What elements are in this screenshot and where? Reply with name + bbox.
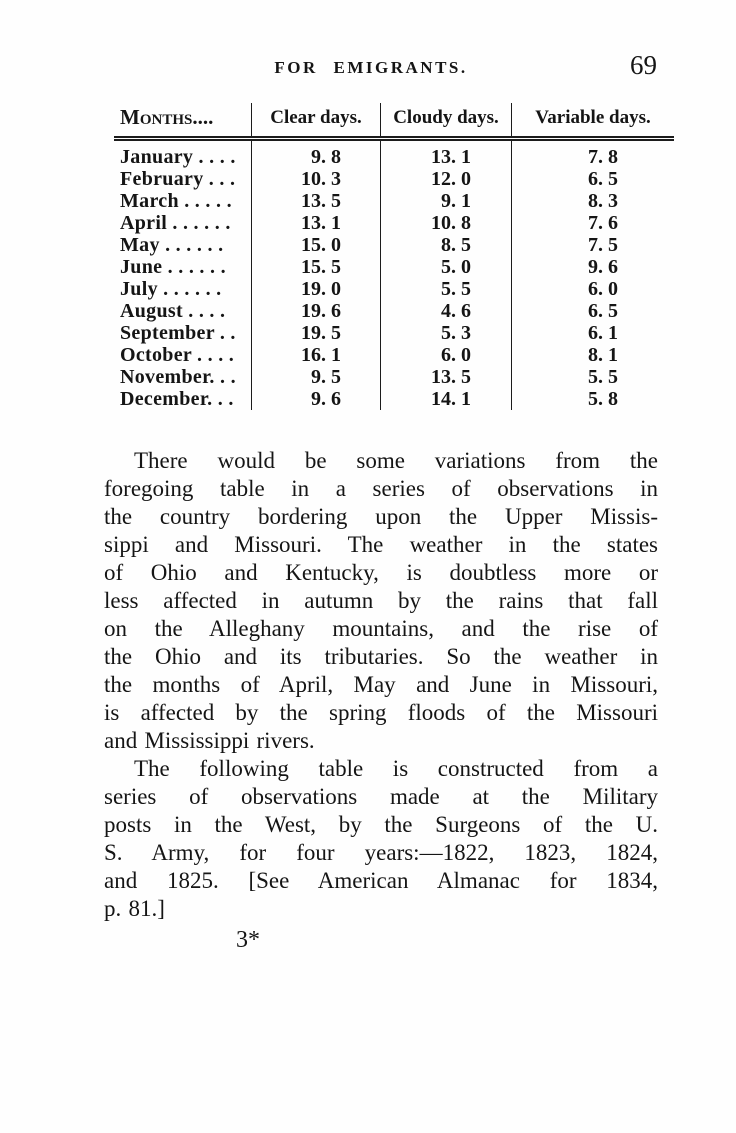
- text-line: and Mississippi rivers.: [104, 728, 315, 753]
- month-cell: August . . . .: [114, 300, 252, 322]
- table-row: [114, 344, 674, 366]
- clear-days-value: 15. 0: [301, 234, 341, 256]
- table-row: [114, 168, 674, 190]
- variable-days-value: 5. 8: [588, 388, 618, 410]
- month-cell: March . . . . .: [114, 190, 252, 212]
- paragraph-2: [104, 755, 658, 923]
- month-cell: September . .: [114, 322, 252, 344]
- cloudy-days-value: 4. 6: [441, 300, 471, 322]
- month-cell: June . . . . . .: [114, 256, 252, 278]
- weather-table: [114, 103, 674, 410]
- month-cell: July . . . . . .: [114, 278, 252, 300]
- text-line: foregoing table in a series of observations in: [104, 476, 658, 501]
- cloudy-days-value: 10. 8: [431, 212, 471, 234]
- cloudy-days-value: 8. 5: [441, 234, 471, 256]
- cloudy-days-value: 9. 1: [441, 190, 471, 212]
- body-text: [104, 447, 658, 954]
- table-row: [114, 300, 674, 322]
- cloudy-days-value: 13. 1: [431, 146, 471, 168]
- table-row: [114, 366, 674, 388]
- text-line: sippi and Missouri. The weather in the states: [104, 532, 658, 557]
- text-line: and 1825. [See American Almanac for 1834,: [104, 868, 658, 893]
- month-cell: December. . .: [114, 388, 252, 410]
- variable-days-value: 7. 5: [588, 234, 618, 256]
- text-line: is affected by the spring floods of the Missouri: [104, 700, 658, 725]
- table-row: [114, 139, 674, 169]
- text-line: the Ohio and its tributaries. So the weather in: [104, 644, 658, 669]
- text-line: less affected in autumn by the rains that fall: [104, 588, 658, 613]
- clear-days-value: 16. 1: [301, 344, 341, 366]
- text-line: the months of April, May and June in Missouri,: [104, 672, 658, 697]
- variable-days-value: 5. 5: [588, 366, 618, 388]
- clear-days-value: 9. 5: [311, 366, 341, 388]
- month-cell: January . . . .: [114, 139, 252, 169]
- text-line: on the Alleghany mountains, and the rise of: [104, 616, 658, 641]
- text-line: S. Army, for four years:—1822, 1823, 1824,: [104, 840, 658, 865]
- text-line: posts in the West, by the Surgeons of the U.: [104, 812, 658, 837]
- page-number: 69: [630, 50, 657, 80]
- cloudy-days-value: 13. 5: [431, 366, 471, 388]
- variable-days-value: 6. 1: [588, 322, 618, 344]
- table-row: [114, 212, 674, 234]
- table-header-row: [114, 103, 674, 139]
- table-row: [114, 256, 674, 278]
- clear-days-value: 15. 5: [301, 256, 341, 278]
- table-row: [114, 190, 674, 212]
- clear-days-value: 10. 3: [301, 168, 341, 190]
- variable-days-value: 8. 3: [588, 190, 618, 212]
- clear-days-value: 13. 5: [301, 190, 341, 212]
- text-line: There would be some variations from the: [134, 448, 658, 473]
- text-line: p. 81.]: [104, 896, 165, 921]
- cloudy-days-value: 12. 0: [431, 168, 471, 190]
- month-cell: November. . .: [114, 366, 252, 388]
- text-line: of Ohio and Kentucky, is doubtless more or: [104, 560, 658, 585]
- clear-days-value: 9. 6: [311, 388, 341, 410]
- page-header: [105, 52, 657, 84]
- table-row: [114, 278, 674, 300]
- text-line: series of observations made at the Military: [104, 784, 658, 809]
- col-header-clear-days: Clear days.: [252, 103, 381, 139]
- col-header-variable-days: Variable days.: [512, 103, 675, 139]
- month-cell: October . . . .: [114, 344, 252, 366]
- variable-days-value: 7. 8: [588, 146, 618, 168]
- table-row: [114, 388, 674, 410]
- signature-mark: 3*: [236, 927, 260, 953]
- table-row: [114, 322, 674, 344]
- variable-days-value: 7. 6: [588, 212, 618, 234]
- text-line: The following table is constructed from a: [134, 756, 658, 781]
- cloudy-days-value: 5. 3: [441, 322, 471, 344]
- clear-days-value: 9. 8: [311, 146, 341, 168]
- month-cell: April . . . . . .: [114, 212, 252, 234]
- variable-days-value: 6. 5: [588, 300, 618, 322]
- clear-days-value: 19. 6: [301, 300, 341, 322]
- clear-days-value: 13. 1: [301, 212, 341, 234]
- variable-days-value: 8. 1: [588, 344, 618, 366]
- col-header-months: Months....: [114, 103, 252, 139]
- variable-days-value: 9. 6: [588, 256, 618, 278]
- col-header-cloudy-days: Cloudy days.: [381, 103, 512, 139]
- month-cell: February . . .: [114, 168, 252, 190]
- paragraph-1: [104, 447, 658, 755]
- table-row: [114, 234, 674, 256]
- variable-days-value: 6. 0: [588, 278, 618, 300]
- cloudy-days-value: 6. 0: [441, 344, 471, 366]
- clear-days-value: 19. 0: [301, 278, 341, 300]
- text-line: the country bordering upon the Upper Missis-: [104, 504, 658, 529]
- cloudy-days-value: 5. 5: [441, 278, 471, 300]
- month-cell: May . . . . . .: [114, 234, 252, 256]
- variable-days-value: 6. 5: [588, 168, 618, 190]
- running-head: FOR EMIGRANTS.: [274, 58, 468, 77]
- cloudy-days-value: 5. 0: [441, 256, 471, 278]
- cloudy-days-value: 14. 1: [431, 388, 471, 410]
- clear-days-value: 19. 5: [301, 322, 341, 344]
